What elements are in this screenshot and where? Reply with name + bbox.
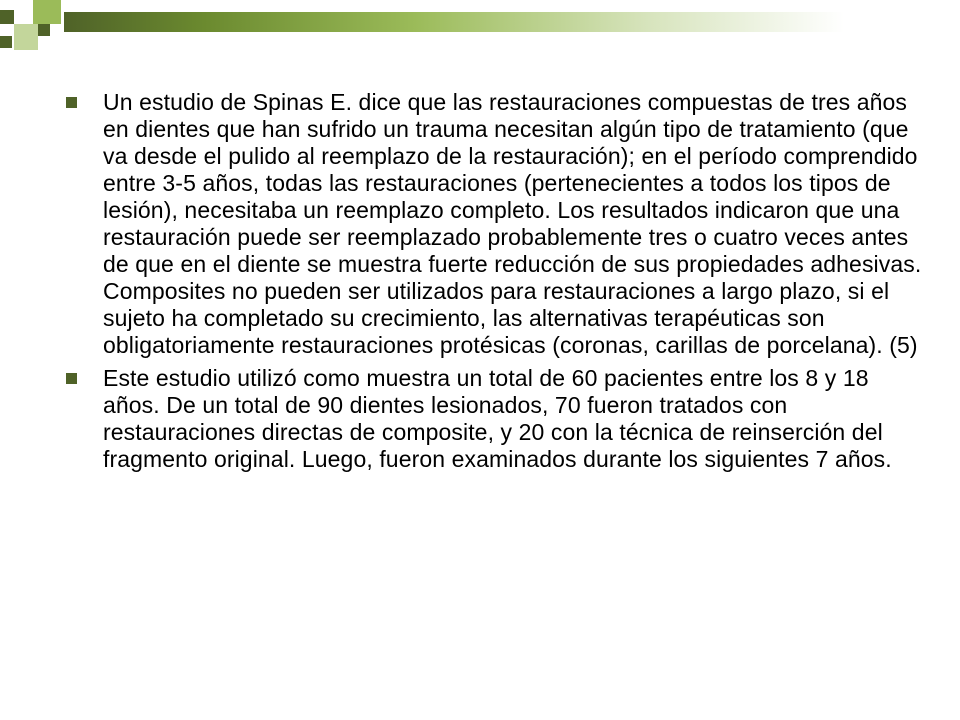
bullet-text: Este estudio utilizó como muestra un total de 60 pacientes entre los 8 y 18 años. De un total de 90 dientes lesionados, 70 fueron tratados con restauraciones directas de composite, y 20 con la técnica de reinserción del fragmento original. Luego, fueron examinados durante los siguientes 7 años. <box>103 365 892 472</box>
header-decoration-square <box>0 10 14 24</box>
square-bullet-icon <box>66 97 77 108</box>
header-gradient-bar <box>64 12 844 32</box>
square-bullet-icon <box>66 373 77 384</box>
header-decoration-square <box>0 36 12 48</box>
header-decoration-square <box>14 24 38 50</box>
header-decoration-square <box>33 0 61 24</box>
bullet-item <box>62 365 922 473</box>
header-decoration-square <box>38 24 50 36</box>
bullet-text: Un estudio de Spinas E. dice que las restauraciones compuestas de tres años en dientes que han sufrido un trauma necesitan algún tipo de tratamiento (que va desde el pulido al reemplazo de la restauración); en el período comprendido entre 3-5 años, todas las restauraciones (pertenecientes a todos los tipos de lesión), necesitaba un reemplazo completo. Los resultados indicaron que una restauración puede ser reemplazado probablemente tres o cuatro veces antes de que en el diente se muestra fuerte reducción de sus propiedades adhesivas. Composites no pueden ser utilizados para restauraciones a largo plazo, si el sujeto ha completado su crecimiento, las alternativas terapéuticas son obligatoriamente restauraciones protésicas (coronas, carillas de porcelana). (5) <box>103 89 922 358</box>
bullet-item <box>62 89 922 359</box>
bullet-list <box>62 89 922 479</box>
